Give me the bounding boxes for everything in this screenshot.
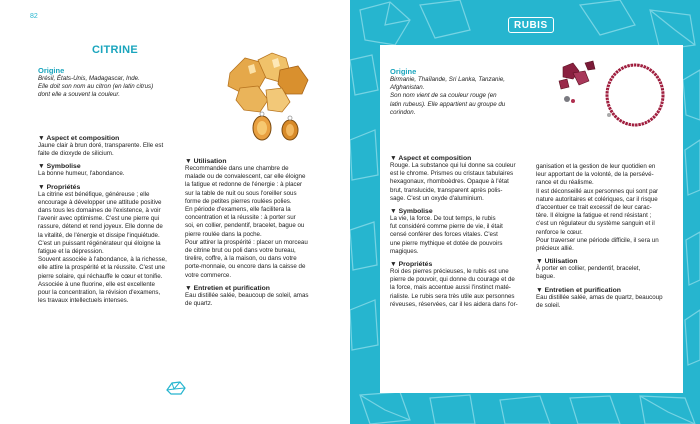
gem-tag-rubis: RUBIS: [508, 17, 554, 33]
citrine-stones-image: [210, 48, 320, 148]
page-title-citrine: CITRINE: [91, 44, 139, 56]
rubis-stones-image: [545, 55, 670, 135]
aspect-line: Jaune clair à brun doré, transparente. Elle est: [38, 142, 164, 149]
rubis-origin: Origine Birmanie, Thaïlande, Sri Lanka, Tanzanie, Afghanistan. Son nom vient de sa couleur rouge (en latin rubeus). Elle appartient au groupe du corindon.: [390, 67, 506, 116]
citrine-column-2: ▼ Utilisation Recommandée dans une chambre de malade ou de convalescent, car elle éloigne la fatigue et redonne de l'énergie : à placer sur la table de nuit ou sous l'oreiller sous forme de petites pierres roulées polies. En période d'examens, elle facilitera la concentration et la réussite : à porter sur soi, en collier, pendentif, bracelet, bague ou pierre roulée dans la poche. Pour attirer la prospérité : placer un morceau de citrine brut ou poli dans votre bureau, tirelire, coffre, à la maison, ou dans votre porte-monnaie, ou encore dans la caisse de votre commerce. ▼ Entretien et purification Eau distillée salée, beaucoup de soleil, amas de quartz.: [185, 158, 325, 308]
page-number: 82: [30, 13, 38, 20]
proprietes-text: La citrine est bénéfique, généreuse ; elle encourage à développer une attitude positive dans tous les domaines de l'existence, à voir l'avenir avec optimisme. C'est une pierre qui rassure, détend et rend joyeux. Elle donne de la vitalité, de l'énergie et dissipe l'inquiétude. C'est un puissant régénérateur qui éloigne la fatigue et la dépression. Souvent associée à l'abondance, à la richesse, elle attire la prospérité et la réussite. C'est une pierre solaire, qui réchauffe le cœur et tonifie. Associée à une fluorine, elle est excellente pour la concentration, la révision d'examens, les travaux intellectuels intenses.: [38, 190, 167, 305]
aspect-line: faite de dioxyde de silicium.: [38, 150, 114, 158]
citrine-column-1: ▼ Aspect et composition Jaune clair à brun doré, transparente. Elle est faite de dioxyde de silicium. ▼ Symbolise La bonne humeur, l'abondance. ▼ Propriétés La citrine est bénéfique, généreuse ; elle encourage à développer une attitude positive dans tous les domaines de l'existence, à voir l'avenir avec optimisme. C'est une pierre qui rassure, détend et rend joyeux. Elle donne de la vitalité, de l'énergie et dissipe l'inquiétude. C'est un puissant régénérateur qui éloigne la fatigue et la dépression. Souvent associée à l'abondance, à la richesse, elle attire la prospérité et la réussite. C'est une pierre solaire, qui réchauffe le cœur et tonifie. Associée à une fluorine, elle est excellente pour la concentration, la révision d'examens, les travaux intellectuels intenses.: [38, 135, 178, 305]
citrine-origin: Origine Brésil, États-Unis, Madagascar, Inde. Elle doit son nom au citron (en latin citrus) dont elle a souvent la couleur.: [38, 66, 198, 100]
rubis-column-1: ▼ Aspect et composition Rouge. La substance qui lui donne sa couleur est le chrome. Prismes ou cristaux tabulaires hexagonaux, rhomboèdres. Opaque à l'état brut, translucide, transparent après polis- sage. C'est un oxyde d'aluminium. ▼ Symbolise La vie, la force. De tout temps, le rubis fut considéré comme pierre de vie, il était censé conférer des forces vitales. C'est une pierre mythique et dotée de pouvoirs magiques. ▼ Propriétés Roi des pierres précieuses, le rubis est une pierre de pouvoir, qui donne du courage et de la force, mais accentue aussi l'instinct maté- rialiste. Le rubis sera très utile aux personnes réveuses, réservées, car il les aidera dans l'or-: [390, 155, 518, 308]
crystal-icon: [165, 380, 187, 396]
rubis-column-2: ganisation et la gestion de leur quotidien en leur apportant de la volonté, de la persévé- rance et du réalisme. Il est déconseillé aux personnes qui sont par nature autoritaires et colériques, car il risque d'accentuer ce trait excessif de leur carac- tère. Il éloigne la fatigue et rend résistant ; c'est un régulateur du système sanguin et il renforce le cœur. Pour traverser une période difficile, il sera un précieux allié. ▼ Utilisation À porter en collier, pendentif, bracelet, bague. ▼ Entretien et purification Eau distillée salée, amas de quartz, beaucoup de soleil.: [536, 163, 663, 309]
origin-heading: Origine: [38, 66, 65, 75]
right-page: [350, 0, 700, 424]
utilisation-text: Recommandée dans une chambre de malade ou de convalescent, car elle éloigne la fatigue et redonne de l'énergie : à placer sur la table de nuit ou sous l'oreiller sous forme de petites pierres roulées polies. En période d'examens, elle facilitera la concentration et la réussite : à porter sur soi, en collier, pendentif, bracelet, bague ou pierre roulée dans la poche. Pour attirer la prospérité : placer un morceau de citrine brut ou poli dans votre bureau, tirelire, coffre, à la maison, ou dans votre porte-monnaie, ou encore dans la caisse de votre commerce.: [185, 165, 308, 279]
